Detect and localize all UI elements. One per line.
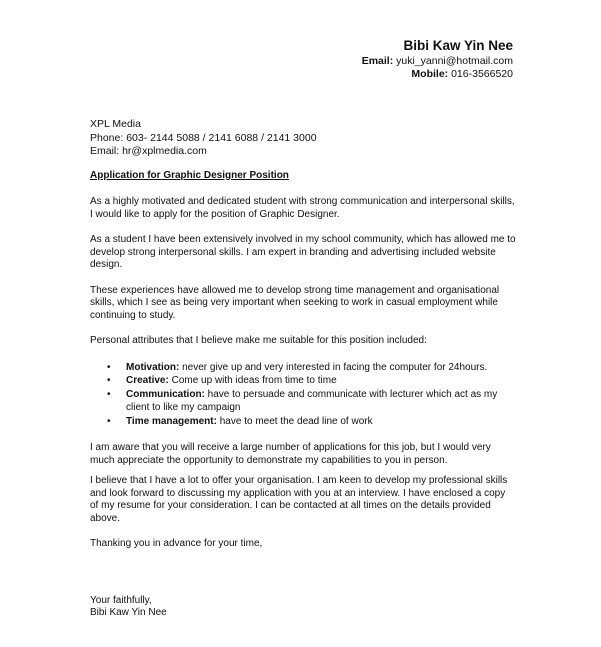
bullet-icon: • bbox=[107, 388, 111, 400]
sender-email-value: yuki_yanni@hotmail.com bbox=[396, 55, 513, 67]
list-item bbox=[107, 415, 516, 429]
list-item bbox=[107, 374, 516, 388]
attribute-text: have to meet the dead line of work bbox=[216, 415, 373, 427]
sender-mobile-label: Mobile: bbox=[411, 68, 449, 80]
attributes-list bbox=[90, 361, 516, 429]
closing-block bbox=[90, 595, 516, 620]
paragraph-experience: As a student I have been extensively involved in my school community, which has allowed me to develop strong interpersonal skills. I am expert in branding and advertising included website design. bbox=[90, 234, 516, 270]
list-item bbox=[107, 388, 516, 415]
subject-line: Application for Graphic Designer Position bbox=[90, 169, 289, 181]
sender-mobile-line bbox=[362, 68, 513, 81]
attribute-label: Time management: bbox=[126, 415, 217, 427]
letter-body bbox=[90, 118, 516, 620]
closing-signature: Bibi Kaw Yin Nee bbox=[90, 607, 167, 618]
attribute-text: Come up with ideas from time to time bbox=[168, 375, 337, 386]
paragraph-attributes-intro: Personal attributes that I believe make me suitable for this position included: bbox=[90, 335, 427, 346]
recipient-company: XPL Media bbox=[90, 118, 141, 130]
bullet-icon: • bbox=[107, 361, 111, 373]
bullet-icon: • bbox=[107, 375, 111, 386]
attribute-label: Communication: bbox=[126, 388, 205, 400]
paragraph-offer: I believe that I have a lot to offer your organisation. I am keen to develop my professional skills and look forward to discussing my application with you at an interview. I have enclosed a copy of my resume for your consideration. I can be contacted at all times on the details provided above. bbox=[90, 475, 508, 524]
list-item bbox=[107, 361, 516, 375]
attribute-text: have to persuade and communicate with lecturer which act as my client to like my campaign bbox=[126, 388, 498, 413]
sender-mobile-value: 016-3566520 bbox=[451, 68, 513, 80]
bullet-icon: • bbox=[107, 415, 111, 427]
recipient-email: Email: hr@xplmedia.com bbox=[90, 145, 207, 157]
recipient-block bbox=[90, 118, 516, 159]
attribute-text: never give up and very interested in facing the computer for 24hours. bbox=[179, 361, 488, 373]
closing-salutation: Your faithfully, bbox=[90, 594, 152, 606]
paragraph-thanks: Thanking you in advance for your time, bbox=[90, 538, 263, 549]
sender-name: Bibi Kaw Yin Nee bbox=[403, 38, 513, 53]
paragraph-skills: These experiences have allowed me to develop strong time management and organisational skills, which I see as being very important when seeking to work in casual employment while continuing to study. bbox=[90, 284, 500, 321]
sender-email-line bbox=[362, 55, 513, 68]
paragraph-applications: I am aware that you will receive a large number of applications for this job, but I would very much appreciate the opportunity to demonstrate my capabilities to you in person. bbox=[90, 442, 491, 466]
recipient-phone: Phone: 603- 2144 5088 / 2141 6088 / 2141 3000 bbox=[90, 131, 317, 144]
attribute-label: Creative: bbox=[126, 375, 169, 386]
attribute-label: Motivation: bbox=[126, 361, 180, 373]
sender-block bbox=[362, 38, 513, 81]
paragraph-intro: As a highly motivated and dedicated student with strong communication and interpersonal skills, I would like to apply for the position of Graphic Designer. bbox=[90, 196, 515, 220]
sender-email-label: Email: bbox=[361, 55, 394, 67]
